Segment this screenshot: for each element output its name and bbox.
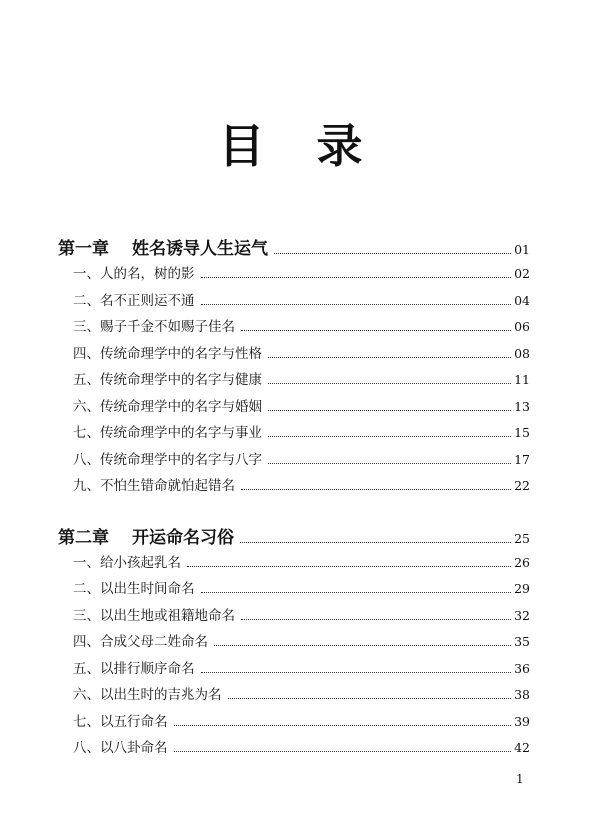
dot-leader bbox=[241, 619, 511, 620]
folio-page-number: 1 bbox=[516, 772, 524, 786]
chapter-title: 开运命名习俗 bbox=[132, 528, 234, 548]
entry-title: 三、赐子千金不如赐子佳名 bbox=[73, 319, 235, 335]
page-number: 08 bbox=[514, 346, 530, 361]
toc-chapter-1[interactable] bbox=[58, 234, 530, 259]
entry-title: 六、以出生时的吉兆为名 bbox=[73, 687, 222, 703]
entry-title: 一、给小孩起乳名 bbox=[73, 555, 181, 571]
toc-entry[interactable] bbox=[73, 395, 530, 415]
entry-title: 二、名不正则运不通 bbox=[73, 293, 195, 309]
toc-entry[interactable] bbox=[73, 604, 530, 624]
toc-entry[interactable] bbox=[73, 657, 530, 677]
entry-title: 二、以出生时间命名 bbox=[73, 581, 195, 597]
toc-chapter-2[interactable] bbox=[58, 523, 530, 548]
dot-leader bbox=[201, 592, 512, 593]
page-number: 11 bbox=[514, 372, 530, 387]
page-number: 17 bbox=[514, 452, 530, 467]
dot-leader bbox=[201, 672, 512, 673]
page-number: 02 bbox=[514, 266, 530, 281]
dot-leader bbox=[241, 489, 511, 490]
chapter-number: 第二章 bbox=[58, 528, 109, 548]
entry-title: 八、以八卦命名 bbox=[73, 740, 168, 756]
dot-leader bbox=[274, 253, 511, 254]
page-number: 06 bbox=[514, 319, 530, 334]
entry-title: 六、传统命理学中的名字与婚姻 bbox=[73, 399, 262, 415]
dot-leader bbox=[268, 436, 511, 437]
page-number: 13 bbox=[514, 399, 530, 414]
toc-entry[interactable] bbox=[73, 736, 530, 756]
dot-leader bbox=[214, 645, 511, 646]
dot-leader bbox=[228, 698, 512, 699]
toc-entry[interactable] bbox=[73, 710, 530, 730]
dot-leader bbox=[241, 330, 511, 331]
page-title: 目 录 bbox=[218, 119, 381, 173]
toc-entry[interactable] bbox=[73, 368, 530, 388]
toc-entry[interactable] bbox=[73, 683, 530, 703]
page-number: 25 bbox=[514, 531, 530, 546]
entry-title: 八、传统命理学中的名字与八字 bbox=[73, 452, 262, 468]
dot-leader bbox=[174, 725, 512, 726]
page-number: 32 bbox=[514, 608, 530, 623]
toc-entry[interactable] bbox=[73, 262, 530, 282]
toc-entry[interactable] bbox=[73, 289, 530, 309]
page-number: 15 bbox=[514, 425, 530, 440]
entry-title: 三、以出生地或祖籍地命名 bbox=[73, 608, 235, 624]
chapter-number: 第一章 bbox=[58, 239, 109, 259]
dot-leader bbox=[201, 304, 512, 305]
entry-title: 五、传统命理学中的名字与健康 bbox=[73, 372, 262, 388]
entry-title: 一、人的名，树的影 bbox=[73, 266, 195, 282]
page-number: 35 bbox=[514, 634, 530, 649]
toc-entry[interactable] bbox=[73, 577, 530, 597]
page-number: 26 bbox=[514, 555, 530, 570]
entry-title: 九、不怕生错命就怕起错名 bbox=[73, 478, 235, 494]
page-number: 36 bbox=[514, 661, 530, 676]
toc-entry[interactable] bbox=[73, 474, 530, 494]
entry-title: 五、以排行顺序命名 bbox=[73, 661, 195, 677]
entry-title: 四、合成父母二姓命名 bbox=[73, 634, 208, 650]
entry-title: 四、传统命理学中的名字与性格 bbox=[73, 346, 262, 362]
page-number: 38 bbox=[514, 687, 530, 702]
toc-entry[interactable] bbox=[73, 448, 530, 468]
entry-title: 七、以五行命名 bbox=[73, 714, 168, 730]
page-number: 39 bbox=[514, 714, 530, 729]
page-number: 29 bbox=[514, 581, 530, 596]
page-number: 01 bbox=[514, 242, 530, 257]
chapter-title: 姓名诱导人生运气 bbox=[132, 239, 268, 259]
dot-leader bbox=[268, 463, 511, 464]
toc-entry[interactable] bbox=[73, 315, 530, 335]
dot-leader bbox=[174, 751, 512, 752]
dot-leader bbox=[201, 277, 512, 278]
dot-leader bbox=[240, 542, 511, 543]
dot-leader bbox=[268, 410, 511, 411]
entry-title: 七、传统命理学中的名字与事业 bbox=[73, 425, 262, 441]
toc-entry[interactable] bbox=[73, 630, 530, 650]
dot-leader bbox=[187, 566, 511, 567]
dot-leader bbox=[268, 383, 511, 384]
toc-entry[interactable] bbox=[73, 342, 530, 362]
page-number: 42 bbox=[514, 740, 530, 755]
page-number: 04 bbox=[514, 293, 530, 308]
page-number: 22 bbox=[514, 478, 530, 493]
toc-entry[interactable] bbox=[73, 551, 530, 571]
toc-entry[interactable] bbox=[73, 421, 530, 441]
dot-leader bbox=[268, 357, 511, 358]
